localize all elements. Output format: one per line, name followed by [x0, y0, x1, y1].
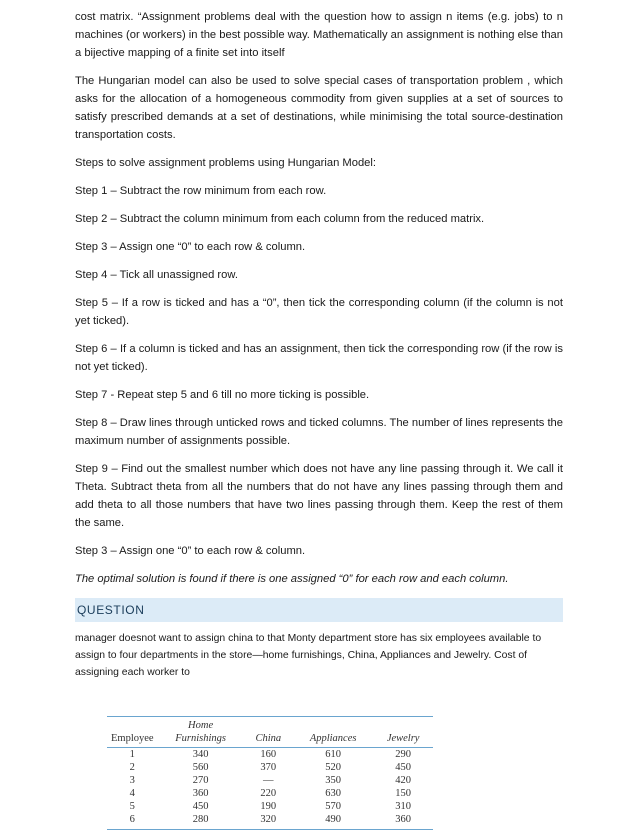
paragraph-steps-intro: Steps to solve assignment problems using Hungarian Model:: [75, 157, 376, 169]
header-china: China: [255, 733, 282, 744]
table-row: [107, 774, 433, 787]
cell-appliances: 610: [325, 749, 342, 760]
paragraph-assignment-definition: cost matrix. “Assignment problems deal with the question how to assign n items (e.g. jobs) to n machines (or workers) in the best possible way. Mathematically an assignment is nothing else than a bijective mapping of a finite set into itself: [75, 11, 563, 59]
step-4: Step 4 – Tick all unassigned row.: [75, 269, 238, 281]
cell-home-furnishings: 280: [192, 814, 209, 825]
cost-table: [107, 716, 433, 829]
cell-employee: 5: [129, 801, 135, 812]
conclusion-text: The optimal solution is found if there is one assigned “0” for each row and each column.: [75, 573, 509, 585]
header-jewelry: Jewelry: [386, 733, 420, 744]
cell-jewelry: 360: [395, 814, 412, 825]
cost-table-container: [107, 716, 433, 830]
cell-employee: 4: [129, 788, 135, 799]
table-header-row: [107, 717, 433, 748]
step-1: Step 1 – Subtract the row minimum from each row.: [75, 185, 327, 197]
table-row: [107, 761, 433, 774]
cell-home-furnishings: 450: [192, 801, 209, 812]
cell-jewelry: 450: [395, 762, 412, 773]
step-3: Step 3 – Assign one “0” to each row & column.: [75, 241, 306, 253]
table-row: [107, 813, 433, 829]
cell-employee: 1: [129, 749, 135, 760]
cell-appliances: 490: [325, 814, 342, 825]
step-5: Step 5 – If a row is ticked and has a “0”, then tick the corresponding column (if the column is not yet ticked).: [75, 297, 563, 327]
cell-appliances: 520: [325, 762, 342, 773]
question-heading: [75, 598, 563, 622]
cell-jewelry: 310: [395, 801, 412, 812]
cell-home-furnishings: 360: [192, 788, 209, 799]
step-9: Step 9 – Find out the smallest number which does not have any line passing through it. We call it Theta. Subtract theta from all the numbers that do not have any lines passing through them and add theta to all those numbers that have two lines passing through them. Keep the rest of them the same.: [75, 463, 563, 529]
step-6: Step 6 – If a column is ticked and has an assignment, then tick the corresponding row (if the row is not yet ticked).: [75, 343, 563, 373]
paragraph-hungarian-model: The Hungarian model can also be used to solve special cases of transportation problem , which asks for the allocation of a homogeneous commodity from given supplies at a set of sources to satisfy prescribed demands at a set of destinations, while minimising the total source-destination transportation costs.: [75, 75, 563, 141]
document-page: [75, 8, 563, 830]
cell-employee: 3: [129, 775, 135, 786]
cell-employee: 6: [129, 814, 135, 825]
cell-appliances: 570: [325, 801, 342, 812]
cell-china: 160: [260, 749, 277, 760]
header-home-furnishings: Home Furnishings: [175, 720, 226, 744]
cell-jewelry: 290: [395, 749, 412, 760]
table-row: [107, 787, 433, 800]
question-text: manager doesnot want to assign china to that Monty department store has six employees available to assign to four departments in the store—home furnishings, China, Appliances and Jewelry. Cost of assigning each worker to: [75, 633, 542, 678]
cell-china: 320: [260, 814, 277, 825]
cell-jewelry: 420: [395, 775, 412, 786]
step-3-repeat: Step 3 – Assign one “0” to each row & column.: [75, 545, 306, 557]
cell-employee: 2: [129, 762, 135, 773]
cell-home-furnishings: 270: [192, 775, 209, 786]
step-7: Step 7 - Repeat step 5 and 6 till no more ticking is possible.: [75, 389, 370, 401]
header-appliances: Appliances: [309, 733, 357, 744]
cell-china: 370: [260, 762, 277, 773]
cell-china: 190: [260, 801, 277, 812]
table-row: [107, 748, 433, 762]
cell-home-furnishings: 560: [192, 762, 209, 773]
step-2: Step 2 – Subtract the column minimum from each column from the reduced matrix.: [75, 213, 485, 225]
header-employee: Employee: [111, 733, 154, 744]
question-heading-label: QUESTION: [77, 603, 145, 617]
cell-appliances: 630: [325, 788, 342, 799]
table-row: [107, 800, 433, 813]
cell-home-furnishings: 340: [192, 749, 209, 760]
cell-china: 220: [260, 788, 277, 799]
cell-jewelry: 150: [395, 788, 412, 799]
step-8: Step 8 – Draw lines through unticked rows and ticked columns. The number of lines represents the maximum number of assignments possible.: [75, 417, 563, 447]
cell-china: —: [263, 775, 274, 786]
cell-appliances: 350: [325, 775, 342, 786]
